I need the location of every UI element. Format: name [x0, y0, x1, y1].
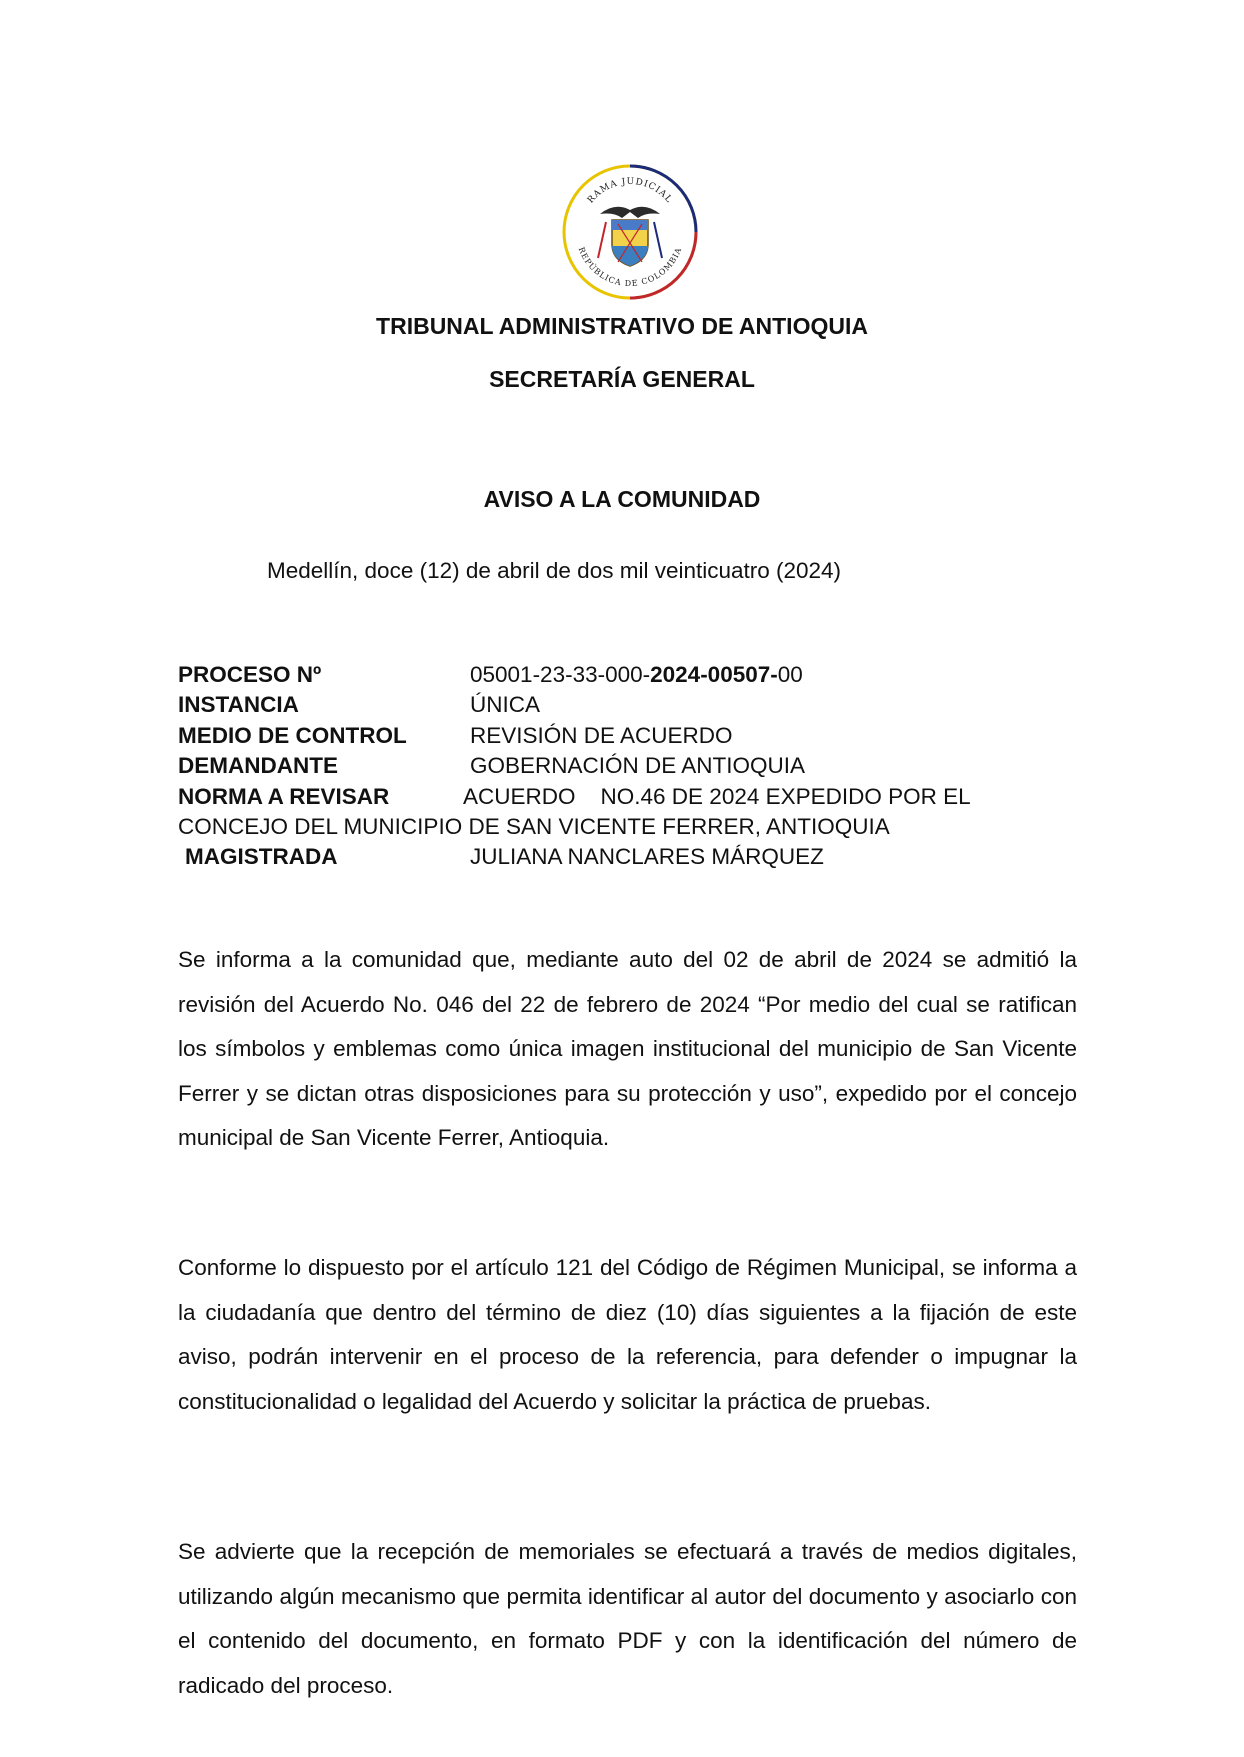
meta-value-demandante: GOBERNACIÓN DE ANTIOQUIA [470, 753, 806, 779]
case-number-suffix: 00 [777, 662, 803, 687]
meta-label-proceso: PROCESO Nº [178, 662, 322, 687]
case-number-bold: 2024-00507- [650, 662, 778, 687]
meta-value-proceso [470, 660, 803, 690]
rama-judicial-seal-logo [560, 162, 700, 302]
meta-label-magistrada: MAGISTRADA [185, 844, 338, 870]
court-name-heading: TRIBUNAL ADMINISTRATIVO DE ANTIOQUIA [376, 313, 868, 339]
body-paragraph-intervention: Conforme lo dispuesto por el artículo 121 del Código de Régimen Municipal, se informa a la ciudadanía que dentro del término de diez (10) días siguientes a la fijación de este aviso, podrán intervenir en el proceso de la referencia, para defender o impugnar la constitucionalidad o legalidad del Acuerdo y solicitar la práctica de pruebas. [178, 1255, 1077, 1414]
meta-row-demandante [178, 751, 1078, 781]
case-number-prefix: 05001-23-33-000- [470, 662, 651, 687]
svg-text:REPÚBLICA DE COLOMBIA: REPÚBLICA DE COLOMBIA [576, 245, 684, 289]
meta-label-demandante: DEMANDANTE [178, 753, 338, 779]
meta-label-instancia: INSTANCIA [178, 692, 299, 718]
date-line: Medellín, doce (12) de abril de dos mil veinticuatro (2024) [267, 558, 842, 583]
meta-value-instancia: ÚNICA [470, 692, 541, 718]
meta-row-norma [178, 782, 1078, 812]
meta-row-instancia [178, 690, 1078, 720]
seal-emblem-icon [560, 162, 700, 302]
svg-text:RAMA JUDICIAL: RAMA JUDICIAL [585, 176, 675, 206]
meta-value-medio-de-control: REVISIÓN DE ACUERDO [470, 722, 733, 748]
secretariat-heading: SECRETARÍA GENERAL [489, 366, 755, 392]
meta-row-magistrada [178, 842, 1078, 872]
body-paragraph-submission: Se advierte que la recepción de memoriales se efectuará a través de medios digitales, utilizando algún mecanismo que permita identificar al autor del documento y asociarlo con el contenido del documento, en formato PDF y con la identificación del número de radicado del proceso. [178, 1539, 1077, 1698]
meta-value-norma-continuation: CONCEJO DEL MUNICIPIO DE SAN VICENTE FERRER, ANTIOQUIA [178, 813, 890, 839]
meta-value-magistrada: JULIANA NANCLARES MÁRQUEZ [470, 844, 824, 870]
meta-row-proceso [178, 660, 1078, 690]
meta-value-norma: ACUERDO NO.46 DE 2024 EXPEDIDO POR EL [463, 783, 971, 809]
notice-title: AVISO A LA COMUNIDAD [483, 486, 761, 512]
meta-row-norma-continuation [178, 812, 1078, 842]
meta-label-norma: NORMA A REVISAR [178, 783, 390, 809]
body-paragraph-admission: Se informa a la comunidad que, mediante auto del 02 de abril de 2024 se admitió la revisión del Acuerdo No. 046 del 22 de febrero de 2024 “Por medio del cual se ratifican los símbolos y emblemas como única imagen institucional del municipio de San Vicente Ferrer y se dictan otras disposiciones para su protección y uso”, expedido por el concejo municipal de San Vicente Ferrer, Antioquia. [178, 947, 1077, 1151]
meta-label-medio-de-control: MEDIO DE CONTROL [178, 722, 407, 748]
meta-row-medio-de-control [178, 721, 1078, 751]
case-metadata-block [178, 660, 1078, 873]
